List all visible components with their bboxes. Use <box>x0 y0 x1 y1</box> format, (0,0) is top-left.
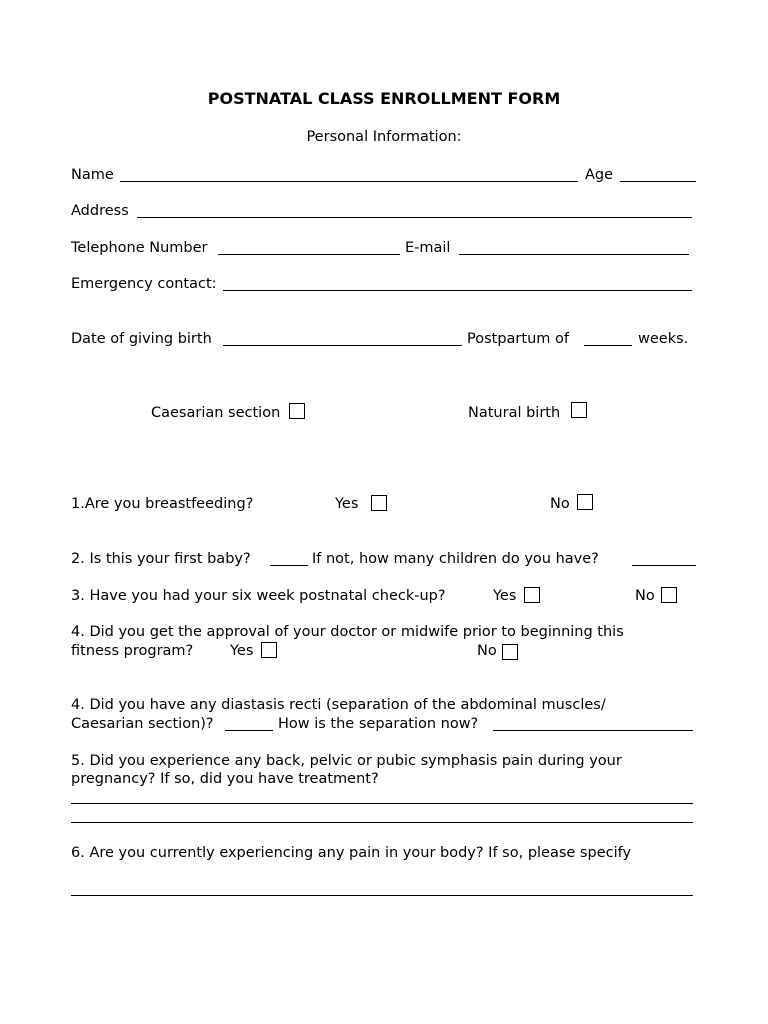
q3-no-checkbox[interactable] <box>661 587 677 603</box>
question-4-line-2: fitness program? <box>71 643 194 659</box>
emergency-contact-field[interactable] <box>223 290 692 291</box>
q1-no-label: No <box>550 496 570 512</box>
q2-children-count-field[interactable] <box>632 565 696 566</box>
question-1: 1.Are you breastfeeding? <box>71 496 254 512</box>
question-2: 2. Is this your first baby? <box>71 551 251 567</box>
age-field[interactable] <box>620 181 696 182</box>
address-label: Address <box>71 203 129 219</box>
question-2-followup: If not, how many children do you have? <box>312 551 599 567</box>
age-label: Age <box>585 167 614 183</box>
q2-first-baby-field[interactable] <box>270 565 308 566</box>
email-field[interactable] <box>459 254 689 255</box>
question-5-line-1: 5. Did you experience any back, pelvic or pubic symphasis pain during your <box>71 753 622 769</box>
postpartum-label: Postpartum of <box>467 331 569 347</box>
caesarian-checkbox[interactable] <box>289 403 305 419</box>
address-field[interactable] <box>137 217 692 218</box>
question-4b-line-2: Caesarian section)? <box>71 716 214 732</box>
q3-yes-checkbox[interactable] <box>524 587 540 603</box>
postpartum-weeks-field[interactable] <box>584 345 632 346</box>
q4-yes-label: Yes <box>230 643 254 659</box>
birth-date-field[interactable] <box>223 345 462 346</box>
q1-yes-label: Yes <box>335 496 359 512</box>
birth-date-label: Date of giving birth <box>71 331 212 347</box>
telephone-label: Telephone Number <box>71 240 208 256</box>
name-field[interactable] <box>120 181 578 182</box>
name-label: Name <box>71 167 114 183</box>
question-3: 3. Have you had your six week postnatal check-up? <box>71 588 446 604</box>
q5-answer-line-1[interactable] <box>71 803 693 804</box>
question-4b-followup: How is the separation now? <box>278 716 479 732</box>
question-4b-line-1: 4. Did you have any diastasis recti (separation of the abdominal muscles/ <box>71 697 606 713</box>
telephone-field[interactable] <box>218 254 400 255</box>
q4-no-checkbox[interactable] <box>502 644 518 660</box>
question-5-line-2: pregnancy? If so, did you have treatment? <box>71 771 379 787</box>
weeks-label: weeks. <box>638 331 689 347</box>
question-6: 6. Are you currently experiencing any pain in your body? If so, please specify <box>71 845 632 861</box>
caesarian-label: Caesarian section <box>151 405 281 421</box>
q4b-separation-field[interactable] <box>493 730 693 731</box>
section-heading: Personal Information: <box>306 129 462 145</box>
q4b-diastasis-field[interactable] <box>225 730 273 731</box>
q3-yes-label: Yes <box>493 588 517 604</box>
q1-no-checkbox[interactable] <box>577 494 593 510</box>
email-label: E-mail <box>405 240 451 256</box>
question-4-line-1: 4. Did you get the approval of your doctor or midwife prior to beginning this <box>71 624 624 640</box>
natural-birth-label: Natural birth <box>468 405 561 421</box>
q4-no-label: No <box>477 643 497 659</box>
q6-answer-line[interactable] <box>71 895 693 896</box>
q3-no-label: No <box>635 588 655 604</box>
emergency-contact-label: Emergency contact: <box>71 276 217 292</box>
natural-birth-checkbox[interactable] <box>571 402 587 418</box>
q1-yes-checkbox[interactable] <box>371 495 387 511</box>
form-title: POSTNATAL CLASS ENROLLMENT FORM <box>207 89 561 108</box>
q4-yes-checkbox[interactable] <box>261 642 277 658</box>
q5-answer-line-2[interactable] <box>71 822 693 823</box>
